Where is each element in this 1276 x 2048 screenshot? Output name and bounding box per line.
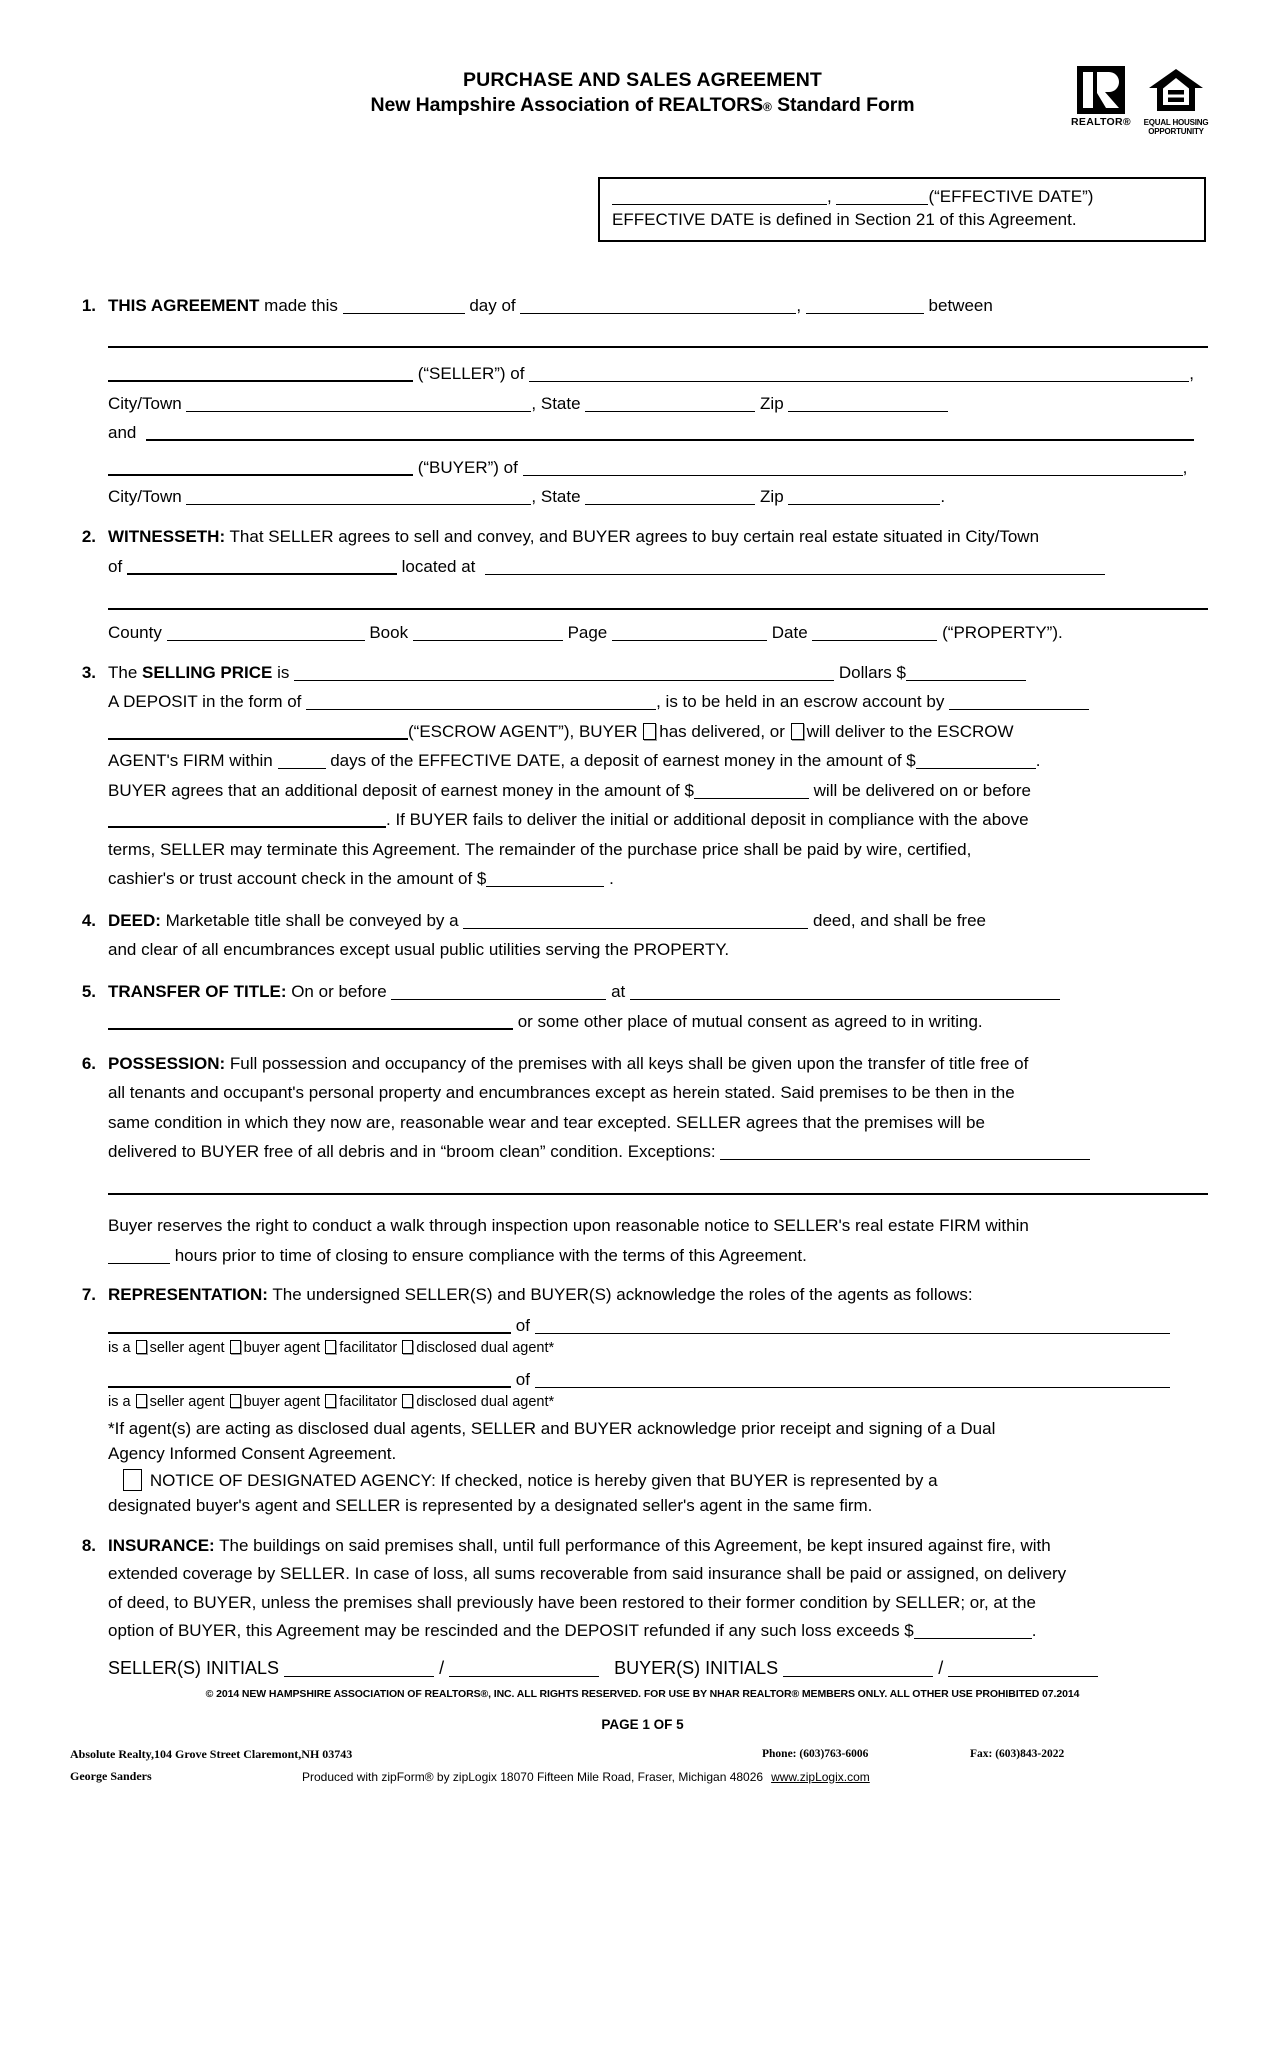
buyer-name-continued-field[interactable] [108,459,413,476]
section-3-line8-period: . [604,869,614,888]
section-1-this-agreement [70,293,1215,510]
escrow-agent-caption: (“ESCROW AGENT”), BUYER [408,721,643,741]
section-3-body [108,660,1215,892]
section-7-number: 7. [81,1285,96,1304]
agent-2-buyer-agent-label: buyer agent [243,1394,321,1411]
subtitle-post: Standard Form [771,93,915,116]
buyer-label: (“BUYER”) of [417,457,518,477]
effective-date-entry-row [612,186,1192,209]
buyer-city-town-label: City/Town [108,487,182,506]
delivered-on-or-before-label: will be delivered on or before [808,780,1031,800]
section-7-body [108,1282,1215,1519]
section-3-line-2 [108,689,1215,715]
section-5-number: 5. [81,981,96,1001]
walkthrough-hours-label: hours prior to time of closing to ensure compliance with the terms of this Agreement. [170,1245,807,1265]
exceptions-label: delivered to BUYER free of all debris and in “broom clean” condition. Exceptions: [108,1142,721,1161]
section-2-text: That SELLER agrees to sell and convey, and BUYER agrees to buy certain real estate situated in City/Town [225,526,1040,546]
section-5-body [108,979,1215,1035]
section-6-line-2: all tenants and occupant's personal property and encumbrances except as herein stated. Said premises to be then in the [108,1083,1015,1102]
section-4-text: Marketable title shall be conveyed by a [160,910,464,930]
section-3-line-6 [108,807,1215,833]
checkbox-has-delivered[interactable] [643,723,656,740]
property-city-town-field[interactable] [127,558,397,575]
equal-housing-logo [1141,66,1211,137]
realtor-r-icon [1077,66,1125,114]
section-6-walkthrough-line-2 [108,1243,1215,1269]
page-label: Page [567,623,608,642]
section-7-text: The undersigned SELLER(S) and BUYER(S) acknowledge the roles of the agents as follows: [267,1285,973,1304]
agents-firm-within-label: AGENT's FIRM within [108,751,278,770]
section-1-between: between [923,296,993,315]
section-7-dual-agency-line-1: *If agent(s) are acting as disclosed dual agents, SELLER and BUYER acknowledge prior receipt and signing of a Dual [108,1418,996,1438]
section-6-text-1: Full possession and occupancy of the premises with all keys shall be given upon the transfer of title free of [225,1053,1029,1073]
section-5-heading: TRANSFER OF TITLE: [108,981,287,1001]
agent-1-of-label: of [515,1315,530,1335]
effective-date-caption: (“EFFECTIVE DATE”) [928,187,1094,206]
title-block [170,60,1115,118]
section-2-located-row [108,554,1215,580]
earnest-money-amount-field[interactable] [916,753,1036,769]
section-1-line-1 [108,293,1215,319]
subtitle-pre: New Hampshire Association of REALTORS [370,93,764,116]
section-7-agent-2-row [108,1367,1215,1393]
seller-address-comma: , [1189,364,1194,383]
section-4-number: 4. [81,910,96,930]
checkbox-agent-1-seller-agent[interactable] [136,1340,147,1354]
property-address-field[interactable] [485,559,1105,575]
section-6-line-4 [108,1139,1215,1165]
realtor-r-glyph [1077,66,1125,114]
section-1-made-this: made this [259,296,343,315]
section-7-representation [70,1282,1215,1519]
book-field[interactable] [413,625,563,641]
copyright-notice: © 2014 NEW HAMPSHIRE ASSOCIATION OF REALTORS®, INC. ALL RIGHTS RESERVED. FOR USE BY NHAR REALTOR® MEMBERS ONLY. ALL OTHER USE PROHIBITED 07.2014 [205,1687,1080,1700]
section-1-buyer-address-row [108,455,1215,481]
possession-exceptions-continued-field[interactable] [108,1178,1208,1195]
ziplogix-link[interactable]: www.zipLogix.com [771,1769,870,1784]
seller-initials-label: SELLER(S) INITIALS [108,1657,280,1678]
agent-1-seller-agent-label: seller agent [149,1340,225,1356]
section-7-agent-2-roles [108,1393,1215,1413]
eho-line2: OPPORTUNITY [1148,126,1204,136]
transfer-place-continued-field[interactable] [108,1013,513,1030]
agent-2-disclosed-dual-agent-label: disclosed dual agent* [416,1394,555,1411]
section-3-line-5 [108,778,1215,804]
section-8-body [108,1533,1215,1644]
section-6-line-3: same condition in which they now are, reasonable wear and tear excepted. SELLER agrees that the premises will be [108,1112,985,1132]
section-5-line-1 [108,979,1215,1005]
section-3-the: The [108,662,143,682]
section-3-line-7: terms, SELLER may terminate this Agreement. The remainder of the purchase price shall be paid by wire, certified, [108,839,972,859]
seller-address-field[interactable] [529,366,1189,382]
agent-1-name-field[interactable] [108,1317,511,1334]
property-caption: (“PROPERTY”). [942,623,1063,642]
selling-price-amount-field[interactable] [906,665,1026,681]
buyer-state-field[interactable] [585,489,755,505]
section-8-line-1 [108,1533,1215,1559]
seller-initials-slash: / [439,1657,445,1678]
agent-2-seller-agent-label: seller agent [149,1394,225,1411]
section-8-line-2: extended coverage by SELLER. In case of loss, all sums recoverable from said insurance shall be paid or assigned, on delivery [108,1564,1067,1584]
seller-city-field[interactable] [186,396,531,412]
section-1-seller-address-row [108,361,1215,387]
additional-deposit-amount-field[interactable] [694,783,809,799]
section-1-day-of: day of [464,296,521,315]
section-2-heading: WITNESSETH: [108,526,226,546]
effective-date-field[interactable] [612,189,827,205]
firm-address: Absolute Realty,104 Grove Street Claremont,NH 03743 [70,1746,353,1761]
effective-year-field[interactable] [836,189,928,205]
agent-1-is-a-label: is a [108,1340,131,1356]
agent-2-firm-field[interactable] [535,1372,1170,1388]
deposit-form-field[interactable] [306,694,656,710]
section-5-line-2 [108,1009,1215,1035]
section-7-dual-agency-line-2: Agency Informed Consent Agreement. [108,1444,397,1464]
buyer-zip-field[interactable] [788,489,940,505]
section-8-text-1: The buildings on said premises shall, until full performance of this Agreement, be kept insured against fire, with [214,1535,1051,1555]
logo-group [1069,66,1211,137]
seller-zip-field[interactable] [788,396,948,412]
equal-housing-label [1141,119,1211,137]
agent-1-buyer-agent-label: buyer agent [243,1340,321,1356]
seller-zip-label: Zip [760,393,784,413]
seller-state-field[interactable] [585,396,755,412]
walkthrough-hours-field[interactable] [108,1248,170,1264]
buyer-zip-period: . [940,487,946,506]
agent-name: George Sanders [70,1768,152,1783]
checkbox-agent-2-seller-agent[interactable] [136,1394,147,1408]
initials-row [108,1658,1215,1679]
seller-city-town-label: City/Town [108,393,182,413]
registered-mark-icon: ® [763,99,772,114]
agreement-year-field[interactable] [806,298,924,314]
dollars-label: Dollars $ [834,662,906,682]
located-at-label: located at [401,557,476,576]
deposit-form-label: A DEPOSIT in the form of [108,692,307,711]
deposit-days-field[interactable] [278,753,326,769]
section-6-number: 6. [81,1053,96,1073]
loss-exceeds-amount-field[interactable] [914,1623,1032,1639]
section-2-body [108,524,1215,646]
equal-housing-house-icon [1148,67,1204,113]
agent-2-is-a-label: is a [108,1394,131,1411]
page-title: PURCHASE AND SALES AGREEMENT [463,69,822,91]
county-field[interactable] [167,625,365,641]
section-3-line-8 [108,866,1215,892]
section-8-period: . [1031,1621,1037,1641]
eho-line1: EQUAL HOUSING [1143,118,1209,127]
section-1-buyer-city-row [108,484,1215,510]
section-1-heading: THIS AGREEMENT [108,296,260,315]
property-address-continued-field[interactable] [108,593,1208,610]
possession-exceptions-field[interactable] [720,1144,1090,1160]
section-1-comma: , [796,296,806,315]
effective-date-comma: , [827,187,837,206]
realtor-logo-label: REALTOR® [1071,116,1131,128]
realtor-logo [1069,66,1133,128]
section-2-witnesseth [70,524,1215,646]
buyer-zip-label: Zip [760,487,784,506]
section-1-number: 1. [81,296,96,315]
agreement-month-field[interactable] [520,298,796,314]
selling-price-words-field[interactable] [294,665,834,681]
buyer-initials-field-2[interactable] [948,1661,1098,1677]
agent-1-facilitator-label: facilitator [339,1340,398,1356]
escrow-held-by-label: , is to be held in an escrow account by [656,692,950,711]
agent-1-firm-field[interactable] [535,1318,1170,1334]
designated-agency-notice-text: NOTICE OF DESIGNATED AGENCY: If checked, notice is hereby given that BUYER is represented by a [149,1470,938,1490]
form-imprint [70,1747,1215,1791]
effective-date-box [598,177,1206,242]
seller-name-field[interactable] [108,331,1208,348]
section-8-insurance [70,1533,1215,1644]
produced-with-note [302,1770,870,1784]
section-1-seller-name-row [108,327,1215,353]
escrow-agent-field[interactable] [108,723,408,740]
section-3-line-3 [108,719,1215,745]
section-1-and-label: and [108,423,137,442]
section-7-designated-agency-line-2: designated buyer's agent and SELLER is represented by a designated seller's agent in the same firm. [108,1496,873,1516]
section-4-heading: DEED: [108,910,161,930]
deed-date-field[interactable] [812,625,937,641]
section-5-on-or-before: On or before [286,981,392,1001]
checkbox-agent-1-facilitator[interactable] [325,1340,336,1354]
section-1-body [108,293,1215,510]
section-6-line-1 [108,1051,1215,1077]
transfer-date-field[interactable] [391,984,606,1000]
checkbox-agent-1-disclosed-dual-agent[interactable] [402,1340,413,1354]
section-2-address-continued-row [108,589,1215,615]
firm-phone: Phone: (603)763-6006 [762,1747,869,1760]
agent-2-of-label: of [515,1369,530,1389]
section-1-and-row [108,420,1215,446]
firm-fax: Fax: (603)843-2022 [970,1747,1065,1760]
remainder-amount-field[interactable] [486,871,604,887]
has-delivered-label: has delivered, or [659,721,785,741]
buyer-initials-label: BUYER(S) INITIALS [614,1657,779,1678]
section-7-heading: REPRESENTATION: [108,1285,268,1304]
section-8-loss-exceeds-label: option of BUYER, this Agreement may be rescinded and the DEPOSIT refunded if any such loss exceeds $ [108,1621,914,1641]
agent-2-facilitator-label: facilitator [339,1394,398,1411]
section-6-possession [70,1051,1215,1269]
agent-2-name-field[interactable] [108,1371,511,1388]
produced-with-text: Produced with zipForm® by zipLogix 18070 Fifteen Mile Road, Fraser, Michigan 48026 [302,1769,764,1784]
section-6-body [108,1051,1215,1269]
section-5-transfer-of-title [70,979,1215,1035]
checkbox-agent-2-facilitator[interactable] [325,1394,336,1408]
section-1-seller-city-row [108,391,1215,417]
agreement-day-field[interactable] [343,298,465,314]
buyer-initials-slash: / [938,1657,944,1678]
checkbox-notice-of-designated-agency[interactable] [123,1469,142,1491]
section-4-deed [70,908,1215,963]
section-4-text-end: deed, and shall be free [808,910,986,930]
additional-deposit-label: BUYER agrees that an additional deposit of earnest money in the amount of $ [108,780,694,800]
will-deliver-label: will deliver to the ESCROW [806,721,1014,741]
section-3-is: is [272,662,295,682]
checkbox-agent-1-buyer-agent[interactable] [230,1340,241,1354]
section-3-line-4 [108,748,1215,774]
section-8-line-4 [108,1618,1215,1644]
section-3-number: 3. [81,662,96,682]
buyer-address-comma: , [1182,457,1188,477]
page-field[interactable] [612,625,767,641]
deed-type-field[interactable] [463,913,808,929]
seller-initials-field-2[interactable] [449,1661,599,1677]
effective-date-note: EFFECTIVE DATE is defined in Section 21 of this Agreement. [612,209,1077,229]
section-8-heading: INSURANCE: [108,1535,215,1555]
section-2-number: 2. [81,526,96,546]
agent-1-disclosed-dual-agent-label: disclosed dual agent* [416,1340,555,1356]
section-6-line-5 [108,1174,1215,1200]
transfer-place-field[interactable] [630,984,1060,1000]
seller-state-label: , State [531,393,581,413]
section-3-selling-price [70,660,1215,892]
section-7-agent-1-row [108,1313,1215,1339]
section-3-line-1 [108,660,1215,686]
section-7-agent-1-roles [108,1339,1215,1359]
section-5-at: at [606,981,630,1001]
section-4-line-2: and clear of all encumbrances except usual public utilities serving the PROPERTY. [108,940,730,959]
checkbox-agent-2-buyer-agent[interactable] [230,1394,241,1408]
section-3-line4-period: . [1035,751,1041,770]
section-6-heading: POSSESSION: [108,1053,226,1073]
page-subtitle [170,93,1115,118]
buyer-initials-field-1[interactable] [783,1661,933,1677]
remainder-check-label: cashier's or trust account check in the amount of $ [108,869,487,888]
buyer-name-field[interactable] [146,424,1194,441]
section-8-line-3: of deed, to BUYER, unless the premises shall previously have been restored to their former condition by SELLER; or, at the [108,1592,1036,1612]
page-number: PAGE 1 OF 5 [601,1716,684,1732]
section-7-designated-agency-line-1 [108,1468,1215,1494]
date-label: Date [771,623,808,642]
seller-initials-field-1[interactable] [284,1661,434,1677]
checkbox-agent-2-disclosed-dual-agent[interactable] [402,1394,413,1408]
seller-name-continued-field[interactable] [108,365,413,382]
section-7-line-1 [108,1282,1215,1308]
document-content [70,60,1215,1791]
sections-container [70,293,1215,1644]
section-3-heading: SELLING PRICE [142,662,273,682]
escrow-account-holder-field[interactable] [949,694,1089,710]
section-2-line-1 [108,524,1215,550]
document-header [70,60,1215,136]
section-8-number: 8. [81,1535,96,1555]
section-4-body [108,908,1215,963]
book-label: Book [369,623,409,642]
earnest-money-label: days of the EFFECTIVE DATE, a deposit of earnest money in the amount of $ [325,751,916,770]
failure-to-deliver-label: . If BUYER fails to deliver the initial or additional deposit in compliance with the above [386,810,1029,829]
checkbox-will-deliver[interactable] [791,723,804,740]
buyer-address-field[interactable] [523,460,1183,476]
section-6-walkthrough-line-1: Buyer reserves the right to conduct a walk through inspection upon reasonable notice to SELLER's real estate FIRM within [108,1216,1029,1235]
buyer-city-field[interactable] [186,489,531,505]
buyer-state-label: , State [531,487,581,506]
section-2-of-label: of [108,557,123,576]
additional-deposit-date-field[interactable] [108,811,386,828]
section-4-line-1 [108,908,1215,934]
section-5-mutual-consent: or some other place of mutual consent as agreed to in writing. [513,1012,983,1031]
county-label: County [108,623,162,642]
seller-label: (“SELLER”) of [417,364,525,383]
section-2-deed-reference-row [108,620,1215,646]
